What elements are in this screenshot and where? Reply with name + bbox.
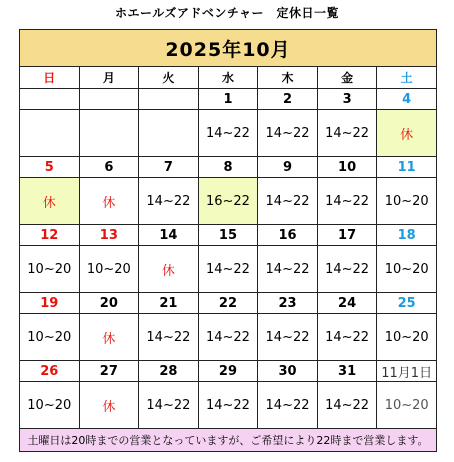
date-cell: 19 [20, 293, 80, 314]
date-cell: 13 [79, 225, 139, 246]
hours-cell: 10~20 [20, 246, 80, 293]
hours-cell: 14~22 [317, 246, 377, 293]
date-cell: 20 [79, 293, 139, 314]
hours-cell: 14~22 [258, 178, 318, 225]
hours-row [20, 110, 437, 157]
date-cell: 22 [198, 293, 258, 314]
date-cell: 24 [317, 293, 377, 314]
footer-note: 土曜日は20時までの営業となっていますが、ご希望により22時まで営業します。 [20, 429, 437, 452]
hours-row [20, 178, 437, 225]
hours-cell: 14~22 [258, 314, 318, 361]
date-cell: 30 [258, 361, 318, 382]
weekday-wed: 水 [198, 67, 258, 89]
date-cell: 10 [317, 157, 377, 178]
date-cell: 15 [198, 225, 258, 246]
hours-cell: 16~22 [198, 178, 258, 225]
date-cell: 25 [377, 293, 437, 314]
weekday-mon: 月 [79, 67, 139, 89]
date-cell: 11月1日 [377, 361, 437, 382]
page-title: ホエールズアドベンチャー 定休日一覧 [114, 6, 340, 20]
hours-cell: 10~20 [377, 314, 437, 361]
date-cell: 16 [258, 225, 318, 246]
hours-cell [79, 110, 139, 157]
date-cell: 1 [198, 89, 258, 110]
date-cell: 23 [258, 293, 318, 314]
weekday-sun: 日 [20, 67, 80, 89]
date-cell: 11 [377, 157, 437, 178]
date-cell: 27 [79, 361, 139, 382]
hours-cell: 14~22 [317, 178, 377, 225]
hours-cell: 10~20 [20, 314, 80, 361]
hours-cell: 14~22 [317, 382, 377, 429]
hours-cell: 14~22 [198, 110, 258, 157]
date-cell: 7 [139, 157, 199, 178]
date-cell [139, 89, 199, 110]
calendar-table [19, 29, 437, 452]
weekday-sat: 土 [377, 67, 437, 89]
hours-cell: 14~22 [317, 110, 377, 157]
date-cell: 18 [377, 225, 437, 246]
hours-cell: 10~20 [377, 178, 437, 225]
closed-cell: 休 [79, 382, 139, 429]
closed-cell: 休 [20, 178, 80, 225]
date-row [20, 361, 437, 382]
hours-cell: 14~22 [139, 178, 199, 225]
hours-row [20, 314, 437, 361]
weekday-fri: 金 [317, 67, 377, 89]
hours-cell: 14~22 [258, 246, 318, 293]
calendar [19, 29, 437, 452]
closed-cell: 休 [79, 314, 139, 361]
month-title: 2025年10月 [20, 30, 437, 67]
hours-cell: 14~22 [258, 382, 318, 429]
date-cell [79, 89, 139, 110]
hours-cell: 10~20 [377, 382, 437, 429]
hours-cell: 10~20 [79, 246, 139, 293]
date-cell: 2 [258, 89, 318, 110]
date-cell: 9 [258, 157, 318, 178]
hours-cell [20, 110, 80, 157]
hours-cell [139, 110, 199, 157]
date-row [20, 225, 437, 246]
closed-cell: 休 [79, 178, 139, 225]
hours-cell: 10~20 [20, 382, 80, 429]
date-row [20, 293, 437, 314]
date-cell: 14 [139, 225, 199, 246]
date-cell: 29 [198, 361, 258, 382]
date-cell: 21 [139, 293, 199, 314]
date-cell: 12 [20, 225, 80, 246]
date-cell: 4 [377, 89, 437, 110]
date-cell: 3 [317, 89, 377, 110]
closed-cell: 休 [377, 110, 437, 157]
hours-cell: 10~20 [377, 246, 437, 293]
date-cell: 26 [20, 361, 80, 382]
hours-cell: 14~22 [139, 314, 199, 361]
date-cell: 5 [20, 157, 80, 178]
hours-cell: 14~22 [317, 314, 377, 361]
date-cell: 28 [139, 361, 199, 382]
date-cell: 31 [317, 361, 377, 382]
hours-cell: 14~22 [198, 314, 258, 361]
hours-cell: 14~22 [139, 382, 199, 429]
weekday-header-row [20, 67, 437, 89]
date-cell [20, 89, 80, 110]
weekday-thu: 木 [258, 67, 318, 89]
date-cell: 6 [79, 157, 139, 178]
hours-row [20, 246, 437, 293]
weekday-tue: 火 [139, 67, 199, 89]
date-cell: 8 [198, 157, 258, 178]
hours-cell: 14~22 [258, 110, 318, 157]
date-row [20, 89, 437, 110]
hours-cell: 14~22 [198, 246, 258, 293]
hours-row [20, 382, 437, 429]
date-cell: 17 [317, 225, 377, 246]
hours-cell: 14~22 [198, 382, 258, 429]
closed-cell: 休 [139, 246, 199, 293]
date-row [20, 157, 437, 178]
